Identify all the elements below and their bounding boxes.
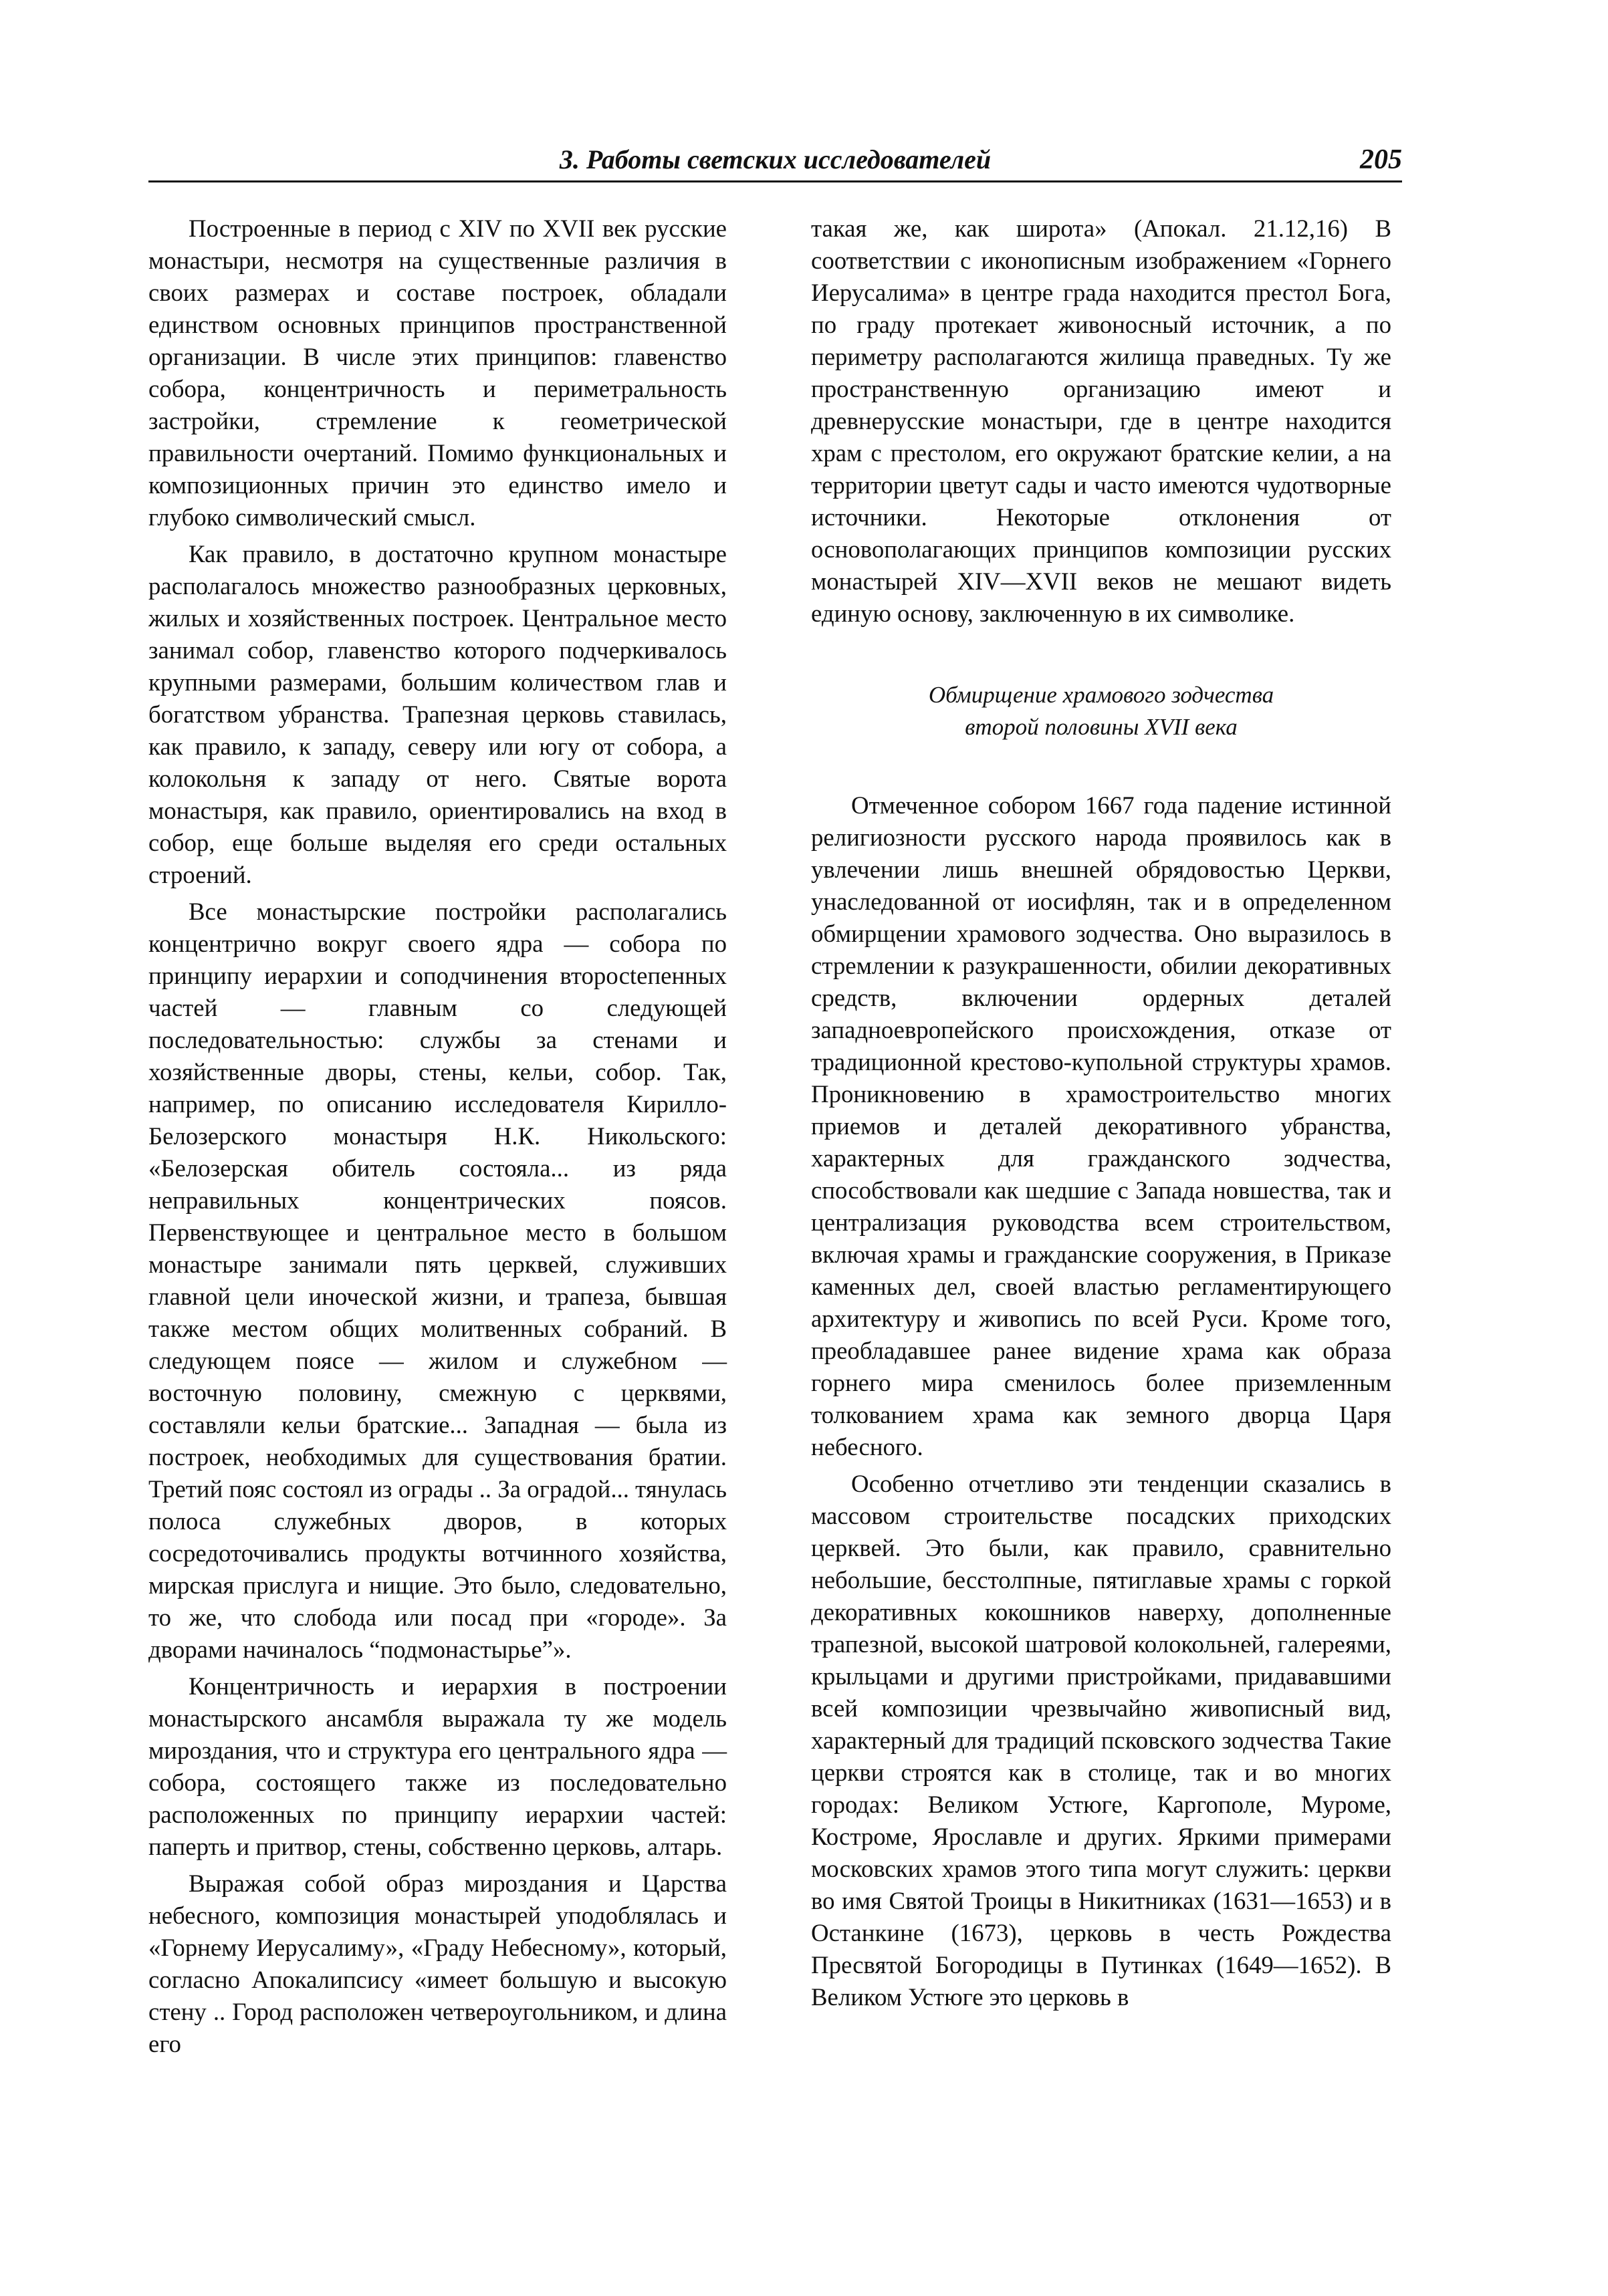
header-rule <box>148 180 1402 182</box>
paragraph: Выражая собой образ мироздания и Царства небесного, композиция монастырей уподоблялась и «Горнему Иерусалиму», «Граду Небесному», который, согласно Апокалипсису «имеет большую и высокую стену .. Город расположен четвероугольником, и длина его <box>148 1870 727 2057</box>
paragraph-continuation: такая же, как широта» (Апокал. 21.12,16) В соответствии с иконописным изображением «Горнего Иерусалима» в центре града находится престол Бога, по граду протекает живоносный источник, а по периметру располагаются жилища праведных. Ту же пространственную организацию имеют и древнерусские монастыри, где в центре находится храм с престолом, его окружают братские келии, а на территории цветут сады и часто имеются чудотворные источники. Некоторые отклонения от основополагающих принципов композиции русских монастырей XIV—XVII веков не мешают видеть единую основу, заключенную в их символике. <box>811 215 1391 627</box>
section-heading-line: второй половины XVII века <box>965 714 1238 740</box>
running-title: 3. Работы светских исследователей <box>559 144 992 174</box>
paragraph: Концентричность и иерархия в построении монастырского ансамбля выражала ту же модель мироздания, что и структура его центрального ядра — собора, состоящего также из последовательно расположенных по принципу иерархии частей: паперть и притвор, стены, собственно церковь, алтарь. <box>148 1672 727 1860</box>
paragraph: Построенные в период с XIV по XVII век русские монастыри, несмотря на существенные различия в своих размерах и составе построек, обладали единством основных принципов пространственной организации. В числе этих принципов: главенство собора, концентричность и периметральность застройки, стремление к геометрической правильности очертаний. Помимо функциональных и композиционных причин это единство имело и глубоко символический смысл. <box>148 215 727 531</box>
paragraph: Особенно отчетливо эти тенденции сказались в массовом строительстве посадских приходских церквей. Это были, как правило, сравнительно небольшие, бесстолпные, пятиглавые храмы с горкой декоративных кокошников наверху, дополненные трапезной, высокой шатровой колокольней, галереями, крыльцами и другими пристройками, придававшими всей композиции чрезвычайно живописный вид, характерный для традиций псковского зодчества Такие церкви строятся как в столице, так и во многих городах: Великом Устюге, Каргополе, Муроме, Костроме, Ярославле и других. Яркими примерами московских храмов этого типа могут служить: церкви во имя Святой Троицы в Никитниках (1631—1653) и в Останкине (1673), церковь в честь Рождества Пресвятой Богородицы в Путинках (1649—1652). В Великом Устюге это церковь в <box>811 1470 1391 2011</box>
running-header <box>148 144 1402 184</box>
paragraph: Как правило, в достаточно крупном монастыре располагалось множество разнообразных церковных, жилых и хозяйственных построек. Центральное место занимал собор, главенство которого подчеркивалось крупными размерами, большим количеством глав и богатством убранства. Трапезная церковь ставилась, как правило, к западу, северу или югу от собора, а колокольня к западу от него. Святые ворота монастыря, как правило, ориентировались на вход в собор, еще больше выделяя его среди остальных строений. <box>148 540 727 888</box>
left-column <box>148 213 727 2065</box>
right-column <box>811 213 1391 2018</box>
section-heading <box>811 679 1391 743</box>
section-heading-line: Обмирщение храмового зодчества <box>928 682 1274 708</box>
paragraph: Все монастырские постройки располагались концентрично вокруг своего ядра — собора по принципу иерархии и соподчинения второсtепенных частей — главным со следующей последовательностью: службы за стенами и хозяйственные дворы, стены, кельи, собор. Так, например, по описанию исследователя Кирилло-Белозерского монастыря Н.К. Никольского: «Белозерская обитель состояла... из ряда неправильных концентрических поясов. Первенствующее и центральное место в большом монастыре занимали пять церквей, служивших главной цели иноческой жизни, и трапеза, бывшая также местом общих молитвенных собраний. В следующем поясе — жилом и служебном — восточную половину, смежную с церквями, составляли кельи братские... Западная — была из построек, необходимых для существования братии. Третий пояс состоял из ограды .. За оградой... тянулась полоса служебных дворов, в которых сосредоточивались продукты вотчинного хозяйства, мирская прислуга и нищие. Это было, следовательно, то же, что слобода или посад при «городе». За дворами начиналось “подмонастырье”». <box>148 898 727 1663</box>
page-number: 205 <box>1360 144 1402 175</box>
paragraph: Отмеченное собором 1667 года падение истинной религиозности русского народа проявилось как в увлечении лишь внешней обрядовостью Церкви, унаследованной от иосифлян, так и в определенном обмирщении храмового зодчества. Оно выразилось в стремлении к разукрашенности, обилии декоративных средств, включении ордерных деталей западноевропейского происхождения, отказе от традиционной крестово-купольной структуры храмов. Проникновению в храмостроительство многих приемов и деталей декоративного убранства, характерных для гражданского зодчества, способствовали как шедшие с Запада новшества, так и централизация руководства всем строительством, включая храмы и гражданские сооружения, в Приказе каменных дел, своей властью регламентирующего архитектуру и живопись по всей Руси. Кроме того, преобладавшее ранее видение храма как образа горнего мира сменилось более приземленным толкованием храма как земного дворца Царя небесного. <box>811 791 1391 1460</box>
